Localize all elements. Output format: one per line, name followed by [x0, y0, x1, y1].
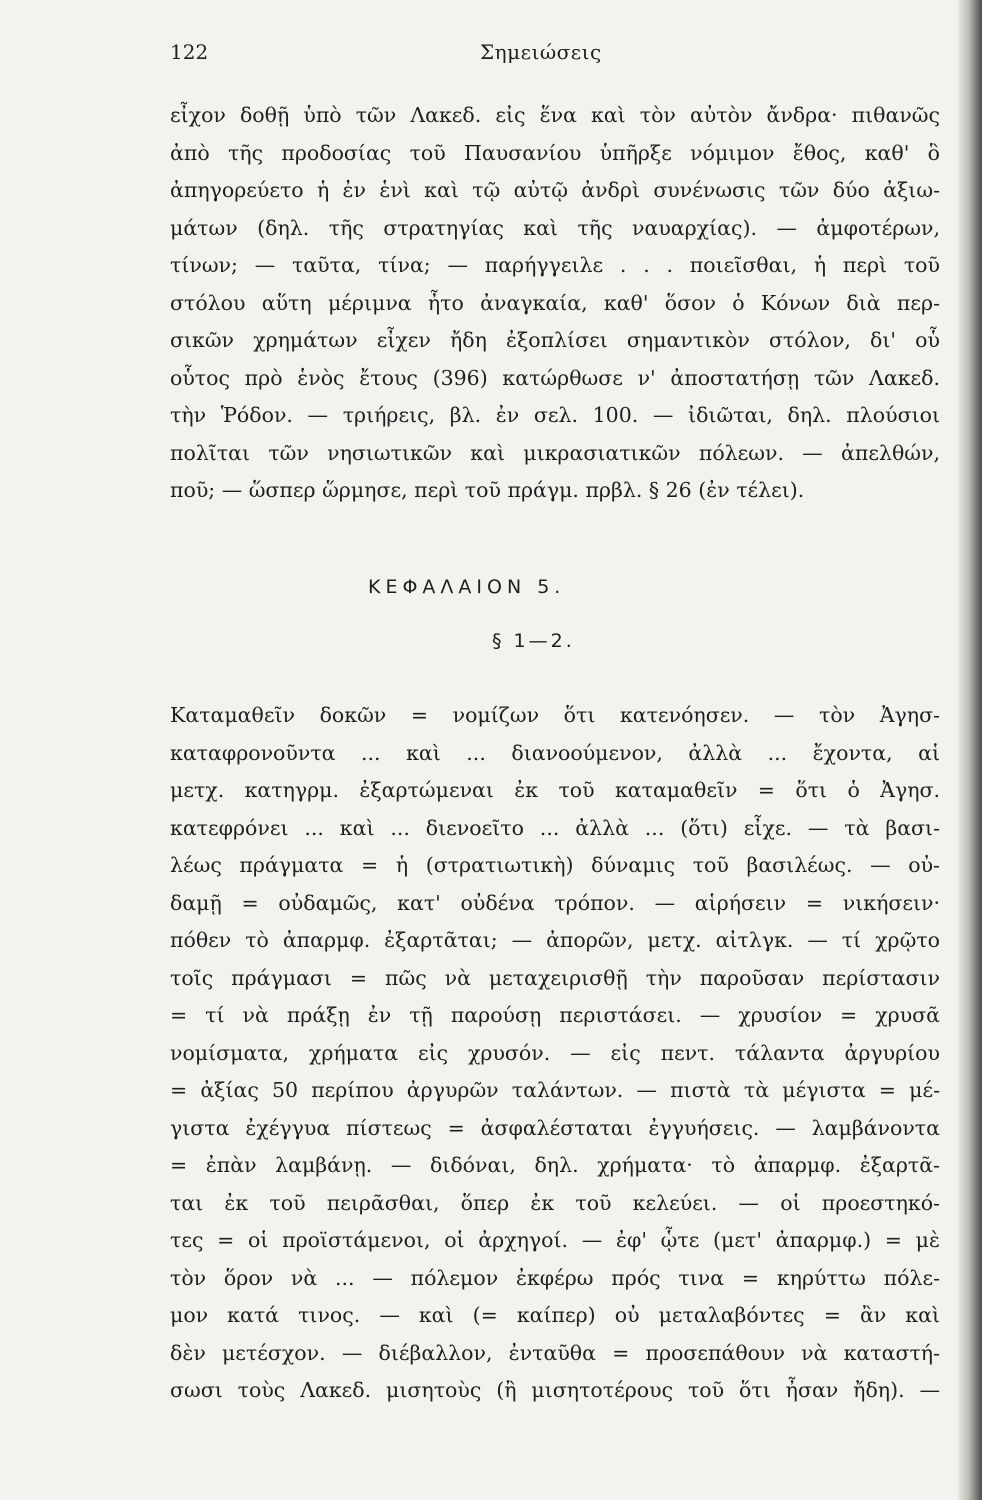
- text-line: μετχ. κατηγρμ. ἐξαρτώμεναι ἐκ τοῦ καταμαθεῖν = ὅτι ὁ Ἀγησ.: [170, 778, 940, 802]
- text-line: καταφρονοῦντα ... καὶ ... διανοούμενον, ἀλλὰ ... ἔχοντα, αἱ: [170, 740, 940, 765]
- text-line: ται ἐκ τοῦ πειρᾶσθαι, ὅπερ ἐκ τοῦ κελεύει. — οἱ προεστηκό-: [170, 1190, 940, 1215]
- section-heading: § 1—2.: [492, 630, 575, 652]
- text-line: δαμῇ = οὐδαμῶς, κατ' οὐδένα τρόπον. — αἱρήσειν = νικήσειν·: [170, 890, 940, 915]
- text-line: ποῦ; — ὥσπερ ὥρμησε, περὶ τοῦ πράγμ. πρβλ. § 26 (ἐν τέλει).: [170, 478, 805, 502]
- text-line: τὴν Ῥόδον. — τριήρεις, βλ. ἐν σελ. 100. — ἰδιῶται, δηλ. πλούσιοι: [170, 403, 940, 427]
- text-line: = ἀξίας 50 περίπου ἀργυρῶν ταλάντων. — πιστὰ τὰ μέγιστα = μέ-: [170, 1078, 940, 1102]
- text-line: = ἐπὰν λαμβάνῃ. — διδόναι, δηλ. χρήματα· τὸ ἀπαρμφ. ἐξαρτᾶ-: [170, 1153, 940, 1177]
- text-line: γιστα ἐχέγγυα πίστεως = ἀσφαλέσταται ἐγγυήσεις. — λαμβάνοντα: [170, 1115, 940, 1140]
- chapter-heading: ΚΕΦΑΛΑΙΟΝ 5.: [368, 576, 566, 598]
- text-line: ἀπηγορεύετο ἡ ἐν ἑνὶ καὶ τῷ αὐτῷ ἀνδρὶ συνένωσις τῶν δύο ἀξιω-: [170, 178, 940, 202]
- text-line: ἀπὸ τῆς προδοσίας τοῦ Παυσανίου ὑπῆρξε νόμιμον ἔθος, καθ' ὃ: [170, 140, 940, 165]
- text-line: νομίσματα, χρήματα εἰς χρυσόν. — εἰς πεντ. τάλαντα ἀργυρίου: [170, 1040, 940, 1065]
- text-line: = τί νὰ πράξῃ ἐν τῇ παρούσῃ περιστάσει. — χρυσίον = χρυσᾶ: [170, 1003, 940, 1027]
- text-line: σικῶν χρημάτων εἶχεν ἤδη ἐξοπλίσει σημαντικὸν στόλον, δι' οὗ: [170, 328, 940, 352]
- text-line: κατεφρόνει ... καὶ ... διενοεῖτο ... ἀλλὰ ... (ὅτι) εἶχε. — τὰ βασι-: [170, 815, 940, 840]
- text-line: μάτων (δηλ. τῆς στρατηγίας καὶ τῆς ναυαρχίας). — ἀμφοτέρων,: [170, 215, 940, 240]
- page-number: 122: [170, 40, 209, 64]
- text-line: εἶχον δοθῇ ὑπὸ τῶν Λακεδ. εἰς ἕνα καὶ τὸν αὐτὸν ἄνδρα· πιθανῶς: [170, 103, 940, 127]
- text-line: μον κατά τινος. — καὶ (= καίπερ) οὐ μεταλαβόντες = ἂν καὶ: [170, 1303, 940, 1327]
- text-line: σωσι τοὺς Λακεδ. μισητοὺς (ἢ μισητοτέρους τοῦ ὅτι ἦσαν ἤδη). —: [170, 1378, 940, 1402]
- text-line: τοῖς πράγμασι = πῶς νὰ μεταχειρισθῇ τὴν παροῦσαν περίστασιν: [170, 965, 940, 990]
- text-line: Καταμαθεῖν δοκῶν = νομίζων ὅτι κατενόησεν. — τὸν Ἀγησ-: [170, 703, 940, 727]
- running-head: Σημειώσεις: [480, 40, 602, 64]
- chapter-notes: [170, 697, 940, 1410]
- text-line: πολῖται τῶν νησιωτικῶν καὶ μικρασιατικῶν πόλεων. — ἀπελθών,: [170, 440, 940, 465]
- text-line: τες = οἱ προϊστάμενοι, οἱ ἀρχηγοί. — ἐφ' ᾧτε (μετ' ἀπαρμφ.) = μὲ: [170, 1228, 940, 1252]
- text-line: οὗτος πρὸ ἑνὸς ἔτους (396) κατώρθωσε ν' ἀποστατήσῃ τῶν Λακεδ.: [170, 365, 940, 390]
- page-edge-shadow: [958, 0, 982, 1500]
- notes-continuation: [170, 97, 940, 510]
- text-line: δὲν μετέσχον. — διέβαλλον, ἐνταῦθα = προσεπάθουν νὰ καταστή-: [170, 1340, 940, 1365]
- text-line: πόθεν τὸ ἀπαρμφ. ἐξαρτᾶται; — ἀπορῶν, μετχ. αἰτλγκ. — τί χρῷτο: [170, 928, 940, 952]
- text-line: στόλου αὕτη μέριμνα ἦτο ἀναγκαία, καθ' ὅσον ὁ Κόνων διὰ περ-: [170, 290, 940, 315]
- text-line: λέως πράγματα = ἡ (στρατιωτικὴ) δύναμις τοῦ βασιλέως. — οὐ-: [170, 853, 940, 877]
- text-line: τὸν ὅρον νὰ ... — πόλεμον ἐκφέρω πρός τινα = κηρύττω πόλε-: [170, 1265, 940, 1290]
- page-header: [170, 40, 850, 70]
- text-line: τίνων; — ταῦτα, τίνα; — παρήγγειλε . . . ποιεῖσθαι, ἡ περὶ τοῦ: [170, 253, 940, 277]
